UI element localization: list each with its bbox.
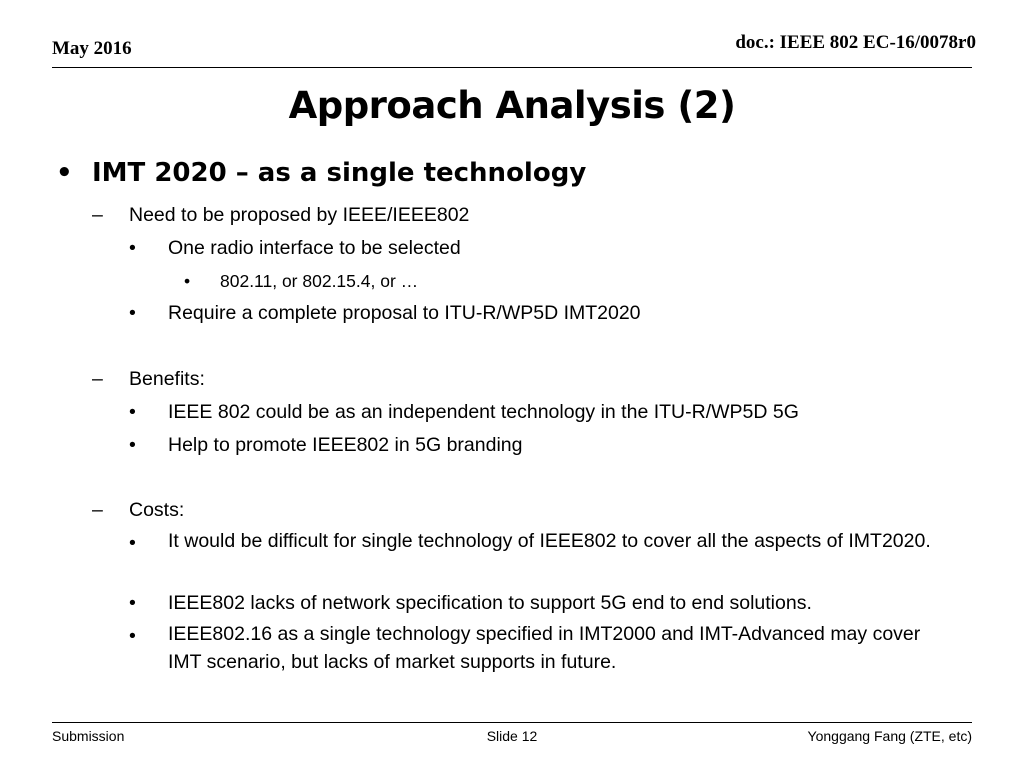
slide-title: Approach Analysis (2) (288, 84, 736, 127)
bullet-marker: • (129, 532, 136, 554)
bullet-promote-branding: Help to promote IEEE802 in 5G branding (168, 434, 523, 456)
header-rule (52, 67, 972, 68)
header-date: May 2016 (52, 38, 132, 59)
bullet-costs: Costs: (129, 499, 185, 521)
bullet-marker: • (129, 401, 136, 423)
bullet-independent-tech: IEEE 802 could be as an independent technology in the ITU-R/WP5D 5G (168, 401, 799, 423)
bullet-benefits: Benefits: (129, 368, 205, 390)
bullet-marker: • (129, 592, 136, 614)
bullet-proposed-by: Need to be proposed by IEEE/IEEE802 (129, 204, 470, 226)
bullet-complete-proposal: Require a complete proposal to ITU-R/WP5D IMT2020 (168, 302, 641, 324)
bullet-imt2020-single: IMT 2020 – as a single technology (92, 158, 587, 188)
dash-marker: – (92, 499, 103, 521)
footer-rule (52, 722, 972, 723)
bullet-marker: • (56, 158, 73, 188)
bullet-one-radio: One radio interface to be selected (168, 237, 461, 259)
bullet-marker: • (129, 302, 136, 324)
bullet-ieee80216: IEEE802.16 as a single technology specified in IMT2000 and IMT-Advanced may cover IMT scenario, but lacks of market supports in future. (168, 623, 921, 673)
footer-slide-number: Slide 12 (486, 728, 538, 744)
dash-marker: – (92, 204, 103, 226)
header-doc-id: doc.: IEEE 802 EC-16/0078r0 (735, 32, 976, 53)
bullet-marker: • (129, 237, 136, 259)
dash-marker: – (92, 368, 103, 390)
footer-author: Yonggang Fang (ZTE, etc) (807, 728, 972, 744)
bullet-lacks-network-spec: IEEE802 lacks of network specification to support 5G end to end solutions. (168, 592, 812, 614)
bullet-difficult-coverage: It would be difficult for single technology of IEEE802 to cover all the aspects of IMT2020. (168, 530, 931, 552)
bullet-marker: • (129, 434, 136, 456)
bullet-marker: • (129, 625, 136, 647)
bullet-marker: • (184, 271, 191, 291)
bullet-80211-options: 802.11, or 802.15.4, or … (220, 271, 419, 291)
footer-submission: Submission (52, 728, 125, 744)
